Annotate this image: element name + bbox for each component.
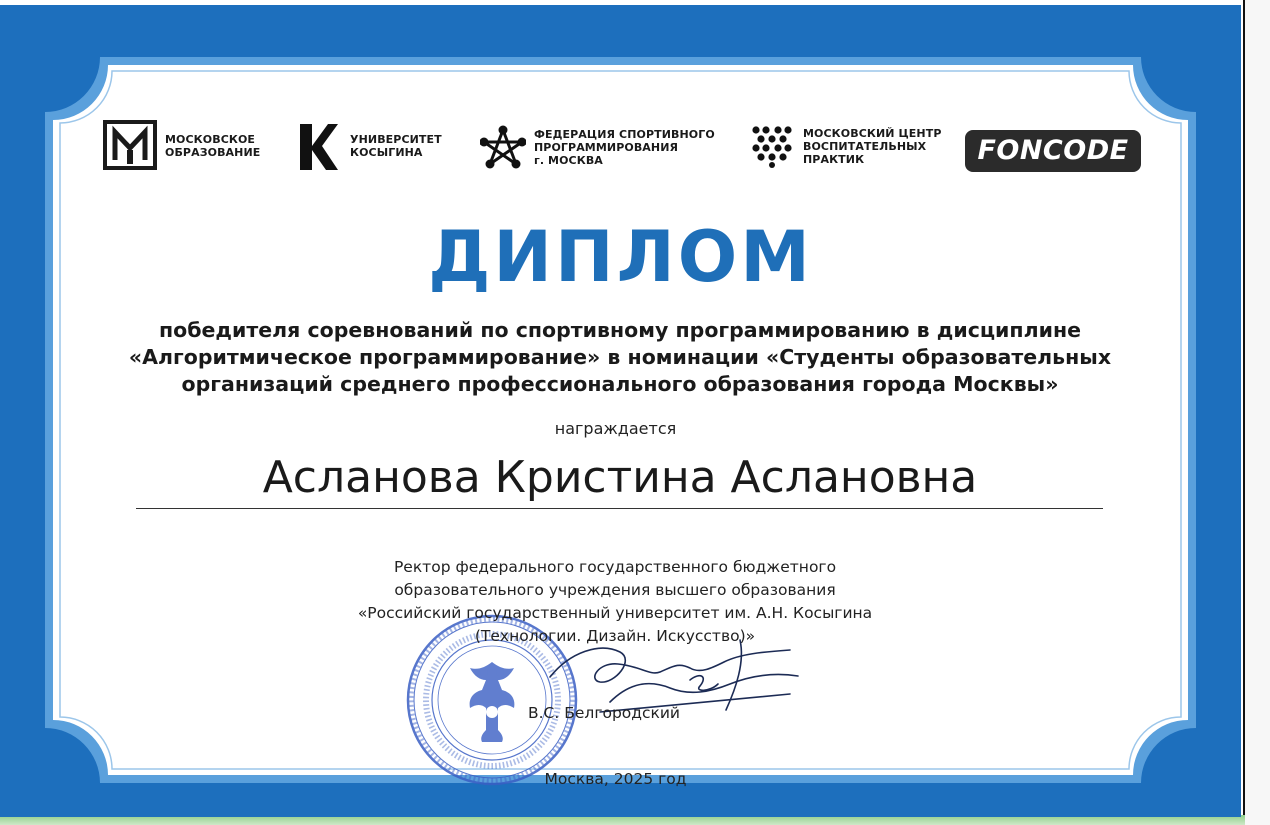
scan-edge-line [1243, 0, 1245, 825]
recipient-underline [136, 508, 1103, 509]
rector-line: образовательного учреждения высшего образования [394, 581, 836, 599]
kosygin-university-logo [298, 120, 442, 172]
awarded-label: награждается [554, 419, 677, 438]
signer-name: В.С. Белгородский [528, 704, 681, 722]
moscow-center-logo-text: МОСКОВСКИЙ ЦЕНТР ВОСПИТАТЕЛЬНЫХ ПРАКТИК [803, 126, 942, 166]
sport-programming-federation-logo-text: ФЕДЕРАЦИЯ СПОРТИВНОГО ПРОГРАММИРОВАНИЯ г. МОСКВА [534, 127, 715, 167]
rector-line: (Технологии. Дизайн. Искусство)» [474, 627, 756, 645]
subtitle-line: победителя соревнований по спортивному программированию в дисциплине [158, 318, 1082, 342]
diploma-title: ДИПЛОМ [428, 216, 813, 298]
rector-title [285, 556, 945, 648]
rector-line: Ректор федерального государственного бюджетного [393, 558, 837, 576]
rector-line: «Российский государственный университет им. А.Н. Косыгина [357, 604, 873, 622]
star-network-logo-icon [480, 124, 526, 170]
diploma-subtitle [90, 317, 1150, 398]
subtitle-line: «Алгоритмическое программирование» в номинации «Студенты образовательных [128, 345, 1112, 369]
scan-edge-strip [1245, 0, 1270, 825]
recipient-name: Асланова Кристина Аслановна [262, 452, 978, 503]
moscow-education-logo-text: МОСКОВСКОЕ ОБРАЗОВАНИЕ [165, 133, 261, 159]
place-and-date: Москва, 2025 год [544, 770, 687, 788]
dot-grid-logo-icon [750, 124, 794, 168]
kosygin-university-logo-text: УНИВЕРСИТЕТ КОСЫГИНА [350, 133, 442, 159]
foncode-logo: FONCODE [965, 130, 1141, 172]
kosygin-k-logo-icon [298, 120, 340, 172]
moscow-center-logo [750, 124, 942, 168]
moscow-education-logo-icon [103, 120, 157, 172]
partner-logos [100, 118, 1150, 178]
sport-programming-federation-logo [480, 124, 715, 170]
subtitle-line: организаций среднего профессионального образования города Москвы» [181, 372, 1059, 396]
moscow-education-logo [103, 120, 260, 172]
